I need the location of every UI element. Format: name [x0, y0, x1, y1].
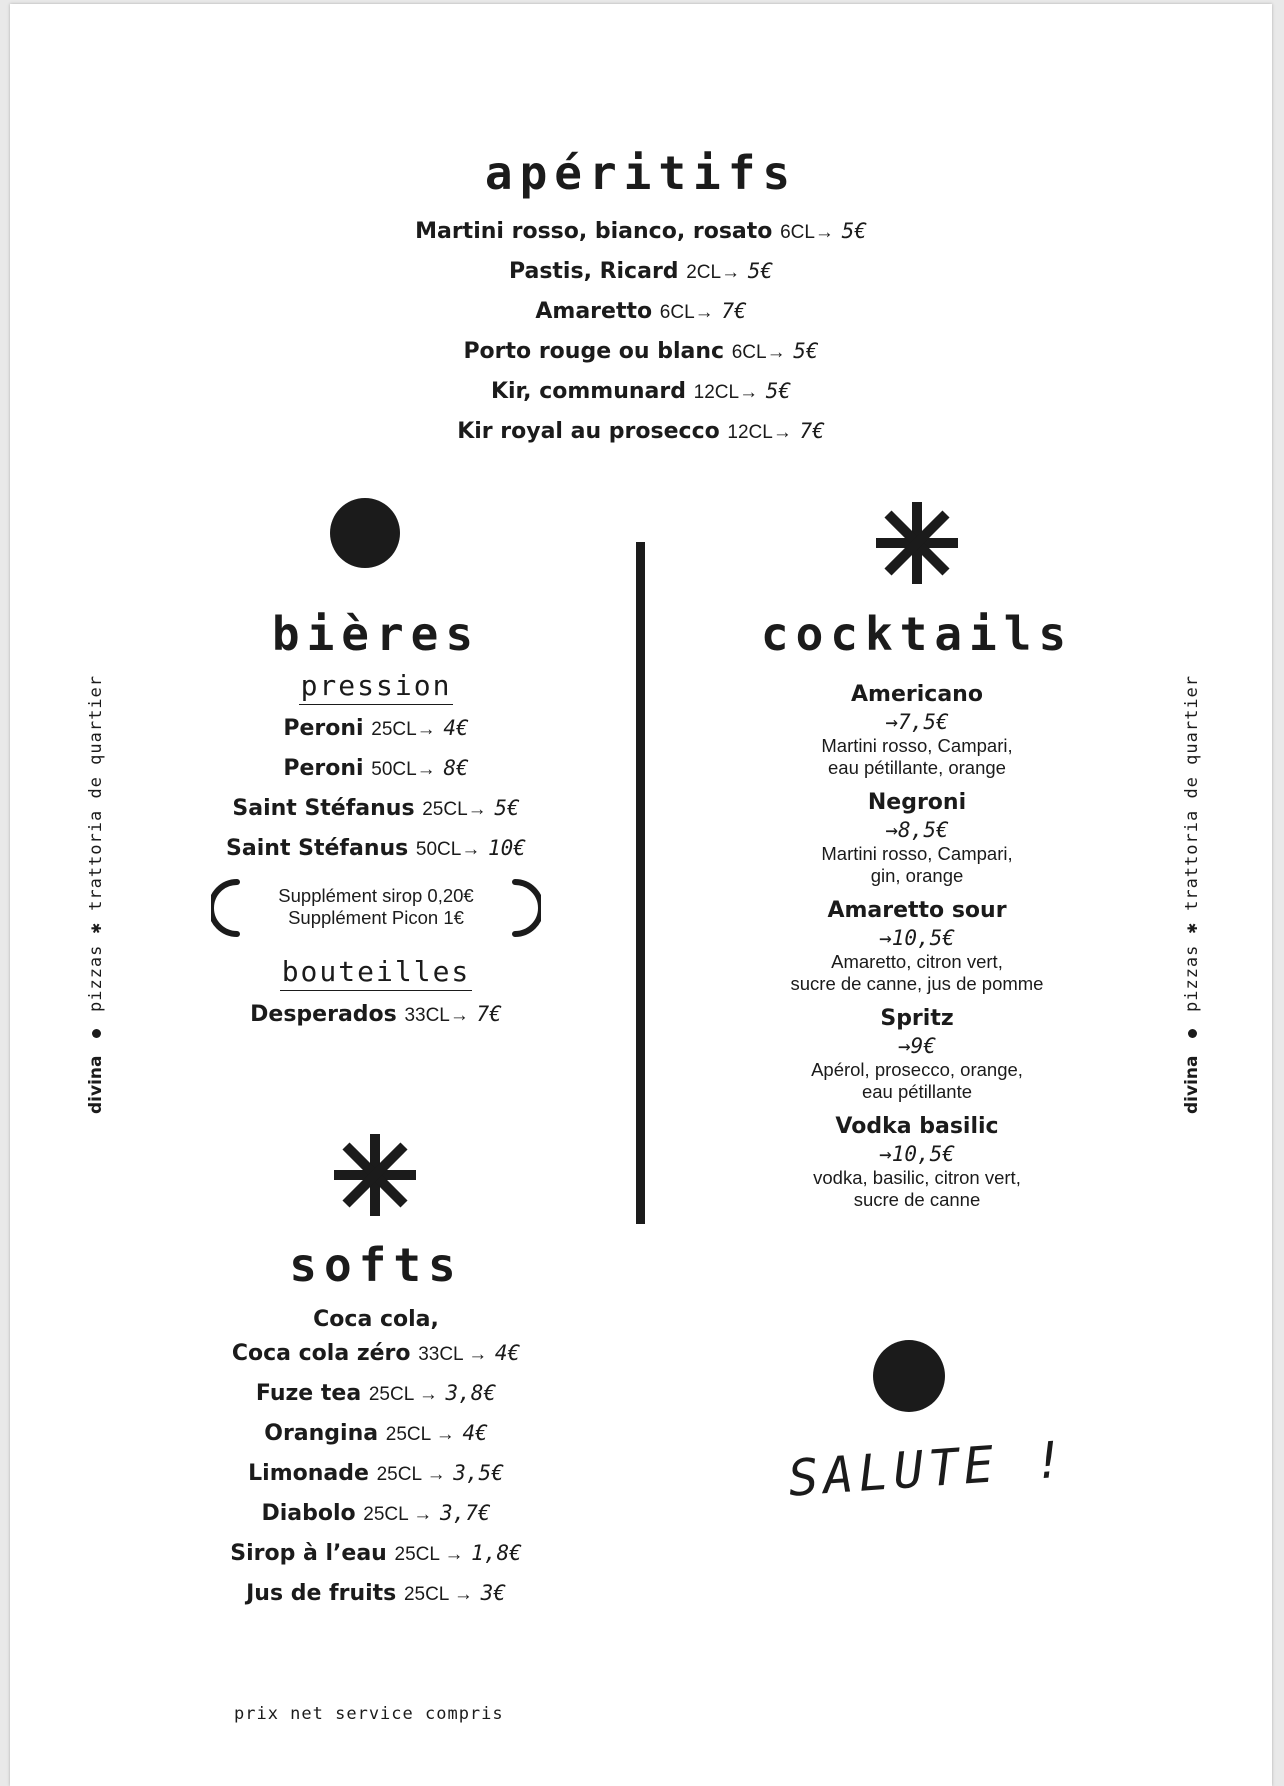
aperitifs-list	[10, 212, 1272, 452]
item-volume: 12CL→	[727, 422, 792, 443]
item-name: Pastis, Ricard	[508, 259, 679, 284]
item-price: 3,7€	[439, 1501, 491, 1525]
item-price: 3€	[480, 1581, 506, 1605]
menu-item	[160, 789, 592, 829]
cocktail-item	[727, 681, 1107, 779]
item-name: Peroni	[283, 716, 364, 741]
menu-item	[160, 1574, 592, 1614]
softs-first-line: Coca cola,	[313, 1307, 439, 1332]
menu-item	[10, 412, 1272, 452]
item-price: 7€	[721, 299, 747, 323]
supplements-box	[211, 879, 541, 937]
menu-item	[160, 1374, 592, 1414]
item-price: 5€	[494, 796, 520, 820]
dot-icon	[873, 1340, 945, 1412]
item-price: 4€	[494, 1341, 521, 1365]
side-dot-icon	[1188, 1029, 1197, 1038]
cocktail-desc: Martini rosso, Campari,	[821, 843, 1013, 864]
menu-item	[160, 1334, 592, 1374]
menu-item	[160, 995, 592, 1035]
cocktail-name: Spritz	[880, 1006, 954, 1031]
item-volume: 25CL →	[376, 1464, 446, 1485]
aperitifs-title: apéritifs	[484, 146, 798, 200]
item-volume: 25CL →	[368, 1384, 438, 1405]
bouteilles-list	[160, 995, 592, 1035]
cocktail-price: →10,5€	[879, 1142, 955, 1166]
menu-item	[10, 252, 1272, 292]
item-price: 5€	[765, 379, 792, 403]
item-volume: 6CL→	[731, 342, 786, 363]
side-dot-icon	[92, 1029, 101, 1038]
item-name: Saint Stéfanus	[232, 796, 415, 821]
item-volume: 25CL →	[363, 1504, 433, 1525]
footer-note: prix net service compris	[234, 1704, 504, 1724]
cocktail-price: →9€	[898, 1034, 936, 1058]
cocktail-desc: Apérol, prosecco, orange,	[811, 1059, 1023, 1080]
cocktail-name: Vodka basilic	[835, 1114, 999, 1139]
menu-sheet	[10, 4, 1272, 1786]
menu-item	[160, 1454, 592, 1494]
supplement-sirop: Supplément sirop 0,20€	[278, 885, 474, 906]
item-name: Saint Stéfanus	[226, 836, 409, 861]
item-name: Martini rosso, bianco, rosato	[415, 219, 773, 244]
bouteilles-subtitle: bouteilles	[280, 955, 473, 991]
side-brand: divina	[1182, 1055, 1202, 1114]
softs-list	[160, 1334, 592, 1614]
item-volume: 2CL→	[686, 262, 741, 283]
left-bracket-icon	[211, 879, 241, 937]
cocktail-item	[727, 1005, 1107, 1103]
item-name: Desperados	[250, 1002, 397, 1027]
aperitifs-section	[10, 146, 1272, 452]
asterisk-icon	[874, 500, 960, 586]
item-price: 1,8€	[471, 1541, 522, 1565]
cocktail-price: →8,5€	[885, 818, 949, 842]
side-rest: pizzas ✱ trattoria de quartier	[86, 674, 106, 1013]
menu-item	[10, 332, 1272, 372]
item-name: Orangina	[264, 1421, 379, 1446]
menu-item	[10, 292, 1272, 332]
cocktail-price: →7,5€	[885, 710, 949, 734]
menu-item	[10, 212, 1272, 252]
asterisk-icon	[332, 1132, 418, 1218]
cocktail-item	[727, 897, 1107, 995]
bieres-section	[160, 607, 592, 1035]
cocktail-desc: vodka, basilic, citron vert,	[813, 1167, 1021, 1188]
item-price: 8€	[443, 756, 469, 780]
cocktail-name: Negroni	[867, 790, 967, 815]
item-price: 7€	[476, 1002, 502, 1026]
item-volume: 6CL→	[780, 222, 834, 243]
item-name: Jus de fruits	[246, 1581, 397, 1606]
cocktail-desc: Amaretto, citron vert,	[831, 951, 1003, 972]
item-volume: 6CL→	[659, 302, 714, 323]
item-price: 4€	[443, 716, 469, 740]
cocktail-item	[727, 789, 1107, 887]
item-name: Kir royal au prosecco	[457, 419, 720, 444]
item-price: 5€	[793, 339, 819, 363]
column-divider	[636, 542, 645, 1224]
menu-item	[160, 1414, 592, 1454]
item-name: Diabolo	[261, 1501, 356, 1526]
cocktail-name: Amaretto sour	[827, 898, 1007, 923]
pression-list	[160, 709, 592, 869]
softs-section	[160, 1238, 592, 1614]
item-name: Fuze tea	[255, 1381, 362, 1406]
cocktails-section	[727, 607, 1107, 1221]
salute-text: SALUTE !	[786, 1430, 1071, 1508]
item-price: 5€	[841, 219, 867, 243]
item-name: Coca cola zéro	[231, 1341, 411, 1366]
right-bracket-icon	[511, 879, 541, 937]
item-price: 5€	[747, 259, 774, 283]
menu-item	[10, 372, 1272, 412]
item-volume: 12CL→	[693, 382, 759, 403]
softs-title: softs	[289, 1238, 463, 1292]
cocktails-title: cocktails	[760, 607, 1074, 661]
item-volume: 25CL →	[385, 1424, 455, 1445]
cocktail-desc: gin, orange	[870, 865, 964, 886]
side-text-right	[1182, 675, 1202, 1114]
item-name: Kir, communard	[490, 379, 686, 404]
cocktail-name: Americano	[851, 682, 983, 707]
cocktail-price: →10,5€	[879, 926, 955, 950]
item-price: 4€	[462, 1421, 488, 1445]
bieres-title: bières	[271, 607, 481, 661]
cocktail-desc: Martini rosso, Campari,	[821, 735, 1013, 756]
item-volume: 50CL→	[371, 759, 436, 780]
cocktail-desc: eau pétillante	[861, 1081, 973, 1102]
pression-subtitle: pression	[299, 669, 454, 705]
side-brand: divina	[86, 1055, 106, 1114]
menu-item	[160, 1494, 592, 1534]
cocktails-list	[727, 681, 1107, 1211]
item-price: 3,8€	[445, 1381, 497, 1405]
side-rest: pizzas ✱ trattoria de quartier	[1182, 674, 1202, 1013]
item-name: Sirop à l’eau	[230, 1541, 387, 1566]
item-volume: 25CL→	[371, 719, 436, 740]
item-volume: 33CL→	[404, 1005, 469, 1026]
item-price: 7€	[799, 419, 825, 443]
menu-item	[160, 749, 592, 789]
item-volume: 25CL→	[422, 799, 487, 820]
side-text-left	[86, 675, 106, 1114]
cocktail-desc: sucre de canne, jus de pomme	[790, 973, 1044, 994]
item-name: Porto rouge ou blanc	[463, 339, 725, 364]
cocktail-item	[727, 1113, 1107, 1211]
item-name: Peroni	[283, 756, 364, 781]
menu-item	[160, 1534, 592, 1574]
menu-item	[160, 829, 592, 869]
item-name: Limonade	[248, 1461, 369, 1486]
item-name: Amaretto	[535, 299, 653, 324]
item-volume: 33CL →	[418, 1344, 488, 1365]
item-volume: 25CL →	[403, 1584, 473, 1605]
cocktail-desc: eau pétillante, orange	[828, 757, 1006, 778]
item-price: 10€	[488, 836, 526, 860]
item-volume: 50CL→	[415, 839, 481, 860]
supplement-picon: Supplément Picon 1€	[288, 907, 464, 928]
item-price: 3,5€	[453, 1461, 504, 1485]
menu-item	[160, 709, 592, 749]
cocktail-desc: sucre de canne	[853, 1189, 981, 1210]
item-volume: 25CL →	[394, 1544, 464, 1565]
dot-icon	[330, 498, 400, 568]
